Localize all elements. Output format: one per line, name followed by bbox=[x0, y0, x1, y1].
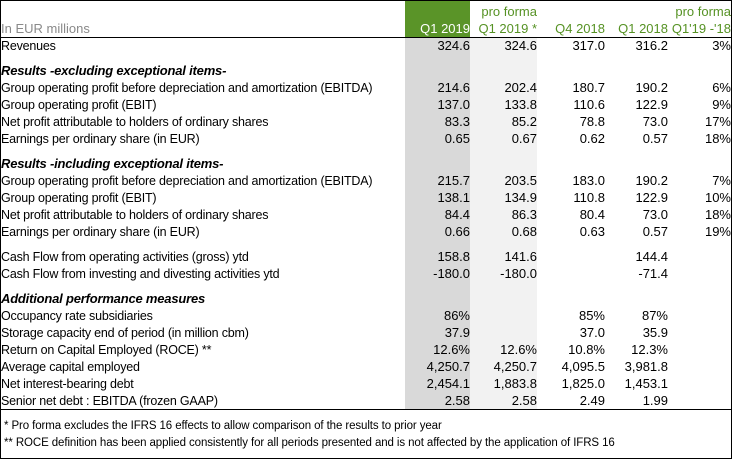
row-value-q1-2018: 1.99 bbox=[605, 392, 668, 409]
row-value-proforma-delta: 17% bbox=[704, 114, 731, 129]
row-label: Cash Flow from operating activities (gross) ytd bbox=[1, 250, 249, 264]
column-header-line2: Q1 2019 * bbox=[478, 20, 537, 36]
row-label: Net profit attributable to holders of ordinary shares bbox=[1, 115, 269, 129]
row-label bbox=[1, 240, 405, 248]
row-value-proforma-delta bbox=[668, 282, 731, 290]
row-value-proforma-q1-2019: 0.68 bbox=[470, 223, 537, 240]
row-value-q1-2018: 122.9 bbox=[635, 97, 668, 112]
row-value-proforma-delta bbox=[668, 375, 731, 392]
row-value-proforma-q1-2019 bbox=[470, 62, 537, 79]
row-value-q4-2018 bbox=[537, 54, 605, 62]
row-value-q1-2018: 73.0 bbox=[642, 207, 668, 222]
row-label: Occupancy rate subsidiaries bbox=[1, 309, 153, 323]
row-value-q1-2018: 122.9 bbox=[635, 190, 668, 205]
column-header-proforma-q1-2019 bbox=[470, 1, 537, 37]
row-value-q1-2019: 37.9 bbox=[405, 324, 470, 341]
column-header-q1-2019 bbox=[405, 1, 470, 37]
row-label bbox=[1, 54, 405, 62]
row-value-proforma-delta bbox=[668, 358, 731, 375]
table-row bbox=[1, 248, 731, 265]
column-header-q1-2018 bbox=[605, 1, 668, 37]
table-row bbox=[1, 307, 731, 324]
table-row bbox=[1, 223, 731, 240]
row-label: Group operating profit (EBIT) bbox=[1, 98, 157, 112]
row-value-q1-2018: 316.2 bbox=[635, 38, 668, 53]
row-value-q1-2019: 137.0 bbox=[405, 96, 470, 113]
table-row bbox=[1, 206, 731, 223]
row-value-q4-2018 bbox=[537, 282, 605, 290]
row-value-q1-2018: 12.3% bbox=[631, 342, 668, 357]
row-value-q1-2018: 87% bbox=[641, 308, 668, 323]
row-label: Revenues bbox=[1, 39, 56, 53]
row-value-q1-2018: -71.4 bbox=[638, 266, 668, 281]
column-header-line2: Q4 2018 bbox=[555, 20, 605, 36]
row-value-q1-2018: 190.2 bbox=[635, 173, 668, 188]
row-label: Earnings per ordinary share (in EUR) bbox=[1, 225, 200, 239]
row-value-q1-2019 bbox=[405, 155, 470, 172]
row-value-proforma-delta bbox=[668, 392, 731, 409]
row-value-q4-2018: 0.63 bbox=[579, 224, 605, 239]
footnote-row bbox=[1, 434, 731, 451]
row-value-q1-2018: 35.9 bbox=[642, 325, 668, 340]
row-value-q1-2019: 4,250.7 bbox=[405, 358, 470, 375]
row-value-proforma-delta: 6% bbox=[712, 80, 731, 95]
row-value-q4-2018: 78.8 bbox=[579, 114, 605, 129]
row-label bbox=[1, 147, 405, 155]
row-value-q1-2018 bbox=[605, 240, 668, 248]
table-row bbox=[1, 79, 731, 96]
row-label: Group operating profit before depreciation and amortization (EBITDA) bbox=[1, 81, 373, 95]
row-value-proforma-q1-2019: 86.3 bbox=[470, 206, 537, 223]
row-value-q1-2019: 158.8 bbox=[405, 248, 470, 265]
row-value-q1-2018: 144.4 bbox=[635, 249, 668, 264]
table-row bbox=[1, 358, 731, 375]
row-value-proforma-q1-2019: 324.6 bbox=[470, 37, 537, 54]
row-value-q1-2018: 190.2 bbox=[635, 80, 668, 95]
row-value-proforma-delta bbox=[668, 62, 731, 79]
row-value-proforma-q1-2019: 0.67 bbox=[470, 130, 537, 147]
row-value-proforma-q1-2019: 4,250.7 bbox=[470, 358, 537, 375]
row-value-q4-2018: 180.7 bbox=[572, 80, 605, 95]
row-label: Net interest-bearing debt bbox=[1, 377, 134, 391]
row-value-q1-2018: 0.57 bbox=[642, 131, 668, 146]
column-header-q4-2018 bbox=[537, 1, 605, 37]
row-value-q1-2018 bbox=[605, 155, 668, 172]
section-row bbox=[1, 62, 731, 79]
row-value-q1-2019: 84.4 bbox=[405, 206, 470, 223]
row-value-proforma-q1-2019 bbox=[470, 155, 537, 172]
row-value-q4-2018: 4,095.5 bbox=[561, 359, 605, 374]
table-row bbox=[1, 341, 731, 358]
row-value-proforma-q1-2019: 1,883.8 bbox=[470, 375, 537, 392]
row-value-q1-2019: 324.6 bbox=[405, 37, 470, 54]
results-table bbox=[1, 1, 731, 451]
row-value-q1-2019 bbox=[405, 282, 470, 290]
row-value-proforma-q1-2019 bbox=[470, 307, 537, 324]
row-value-proforma-delta bbox=[668, 248, 731, 265]
row-value-q1-2019: 83.3 bbox=[405, 113, 470, 130]
table-row bbox=[1, 189, 731, 206]
row-value-proforma-delta: 19% bbox=[704, 224, 731, 239]
row-value-q1-2018 bbox=[605, 54, 668, 62]
row-label: Results -excluding exceptional items- bbox=[1, 63, 227, 78]
blank-row bbox=[1, 240, 731, 248]
row-value-q1-2019 bbox=[405, 240, 470, 248]
row-value-q4-2018: 2.49 bbox=[537, 392, 605, 409]
row-label: Average capital employed bbox=[1, 360, 140, 374]
table-row bbox=[1, 375, 731, 392]
row-value-q1-2019 bbox=[405, 62, 470, 79]
row-value-proforma-delta: 3% bbox=[712, 38, 731, 53]
row-value-proforma-q1-2019 bbox=[470, 54, 537, 62]
footnote-spacer-row bbox=[1, 409, 731, 417]
row-value-q4-2018: 183.0 bbox=[572, 173, 605, 188]
row-value-q1-2019: 86% bbox=[405, 307, 470, 324]
row-value-q1-2019: 0.65 bbox=[405, 130, 470, 147]
column-header-line1: pro forma bbox=[675, 3, 731, 19]
row-value-q4-2018: 1,825.0 bbox=[561, 376, 605, 391]
row-value-q4-2018 bbox=[537, 265, 605, 282]
row-value-proforma-q1-2019: 12.6% bbox=[470, 341, 537, 358]
row-value-q1-2018 bbox=[605, 290, 668, 307]
row-value-q1-2018: 1,453.1 bbox=[624, 376, 668, 391]
row-value-q1-2018: 73.0 bbox=[642, 114, 668, 129]
column-header-line1: pro forma bbox=[481, 3, 537, 19]
table-row bbox=[1, 37, 731, 54]
table-row bbox=[1, 265, 731, 282]
row-value-proforma-delta: 18% bbox=[704, 131, 731, 146]
row-label: Group operating profit (EBIT) bbox=[1, 191, 157, 205]
units-label: In EUR millions bbox=[1, 1, 405, 37]
row-value-q1-2019 bbox=[405, 54, 470, 62]
row-label: Cash Flow from investing and divesting activities ytd bbox=[1, 267, 280, 281]
row-label bbox=[1, 282, 405, 290]
row-value-proforma-delta: 7% bbox=[712, 173, 731, 188]
table-row bbox=[1, 96, 731, 113]
row-value-proforma-q1-2019 bbox=[470, 290, 537, 307]
row-value-proforma-q1-2019 bbox=[470, 282, 537, 290]
row-value-q1-2018 bbox=[605, 282, 668, 290]
row-value-q4-2018: 0.62 bbox=[579, 131, 605, 146]
row-value-q4-2018: 317.0 bbox=[572, 38, 605, 53]
column-header-proforma-delta bbox=[668, 1, 731, 37]
row-value-proforma-q1-2019 bbox=[470, 240, 537, 248]
row-value-q1-2019: 215.7 bbox=[405, 172, 470, 189]
row-value-q1-2019 bbox=[405, 147, 470, 155]
row-value-proforma-delta: 10% bbox=[704, 190, 731, 205]
row-value-q1-2018: 3,981.8 bbox=[624, 359, 668, 374]
row-value-q1-2019: 214.6 bbox=[405, 79, 470, 96]
footnote-pro-forma: * Pro forma excludes the IFRS 16 effects to allow comparison of the results to prior year bbox=[4, 420, 442, 432]
row-value-proforma-delta: 18% bbox=[704, 207, 731, 222]
row-value-q4-2018 bbox=[537, 240, 605, 248]
row-value-proforma-q1-2019 bbox=[470, 324, 537, 341]
row-value-q4-2018 bbox=[537, 147, 605, 155]
row-label: Return on Capital Employed (ROCE) ** bbox=[1, 343, 212, 357]
row-value-proforma-delta bbox=[668, 147, 731, 155]
row-value-q4-2018 bbox=[537, 248, 605, 265]
row-value-proforma-delta bbox=[668, 54, 731, 62]
row-value-q4-2018 bbox=[537, 62, 605, 79]
row-value-q4-2018 bbox=[537, 155, 605, 172]
row-value-proforma-q1-2019: 2.58 bbox=[470, 392, 537, 409]
column-header-line2: Q1'19 -'18 bbox=[671, 20, 731, 36]
footnote-row bbox=[1, 417, 731, 434]
table-header-row bbox=[1, 1, 731, 37]
column-header-line2: Q1 2019 bbox=[420, 20, 470, 36]
row-value-q1-2018 bbox=[605, 147, 668, 155]
row-value-proforma-q1-2019: 141.6 bbox=[470, 248, 537, 265]
section-row bbox=[1, 290, 731, 307]
row-label: Senior net debt : EBITDA (frozen GAAP) bbox=[1, 392, 405, 409]
row-value-q1-2018 bbox=[605, 62, 668, 79]
row-value-proforma-q1-2019: 85.2 bbox=[470, 113, 537, 130]
row-value-proforma-delta bbox=[668, 265, 731, 282]
row-value-q1-2019: 0.66 bbox=[405, 223, 470, 240]
table-row bbox=[1, 392, 731, 409]
row-value-q4-2018: 85% bbox=[578, 308, 605, 323]
blank-row bbox=[1, 147, 731, 155]
table-row bbox=[1, 172, 731, 189]
row-value-proforma-q1-2019: 133.8 bbox=[470, 96, 537, 113]
row-label: Results -including exceptional items- bbox=[1, 156, 224, 171]
row-value-q4-2018: 37.0 bbox=[579, 325, 605, 340]
row-value-proforma-q1-2019 bbox=[470, 147, 537, 155]
row-value-q1-2018: 0.57 bbox=[642, 224, 668, 239]
row-value-proforma-delta bbox=[668, 341, 731, 358]
row-label: Storage capacity end of period (in million cbm) bbox=[1, 326, 249, 340]
table-row bbox=[1, 324, 731, 341]
row-value-q4-2018: 110.8 bbox=[573, 190, 605, 205]
column-header-line2: Q1 2018 bbox=[618, 20, 668, 36]
row-value-proforma-delta bbox=[668, 324, 731, 341]
row-value-q1-2019 bbox=[405, 290, 470, 307]
row-value-q4-2018: 110.6 bbox=[573, 97, 605, 112]
footnote-roce: ** ROCE definition has been applied consistently for all periods presented and is not affected by the application of IFRS 16 bbox=[4, 437, 615, 449]
row-value-proforma-q1-2019: 203.5 bbox=[470, 172, 537, 189]
row-value-proforma-delta: 9% bbox=[712, 97, 731, 112]
row-value-q1-2019: 2,454.1 bbox=[405, 375, 470, 392]
row-value-q4-2018 bbox=[537, 290, 605, 307]
row-value-q1-2019: 138.1 bbox=[405, 189, 470, 206]
row-value-proforma-delta bbox=[668, 240, 731, 248]
row-label: Earnings per ordinary share (in EUR) bbox=[1, 132, 200, 146]
row-label: Group operating profit before depreciation and amortization (EBITDA) bbox=[1, 174, 373, 188]
row-value-proforma-q1-2019: 134.9 bbox=[470, 189, 537, 206]
blank-row bbox=[1, 54, 731, 62]
row-value-q4-2018: 10.8% bbox=[568, 342, 605, 357]
table-row bbox=[1, 130, 731, 147]
row-value-proforma-q1-2019: 202.4 bbox=[470, 79, 537, 96]
row-label: Additional performance measures bbox=[1, 291, 206, 306]
row-value-proforma-delta bbox=[668, 307, 731, 324]
row-label: Net profit attributable to holders of ordinary shares bbox=[1, 208, 269, 222]
row-value-q4-2018: 80.4 bbox=[579, 207, 605, 222]
row-value-q1-2019: 2.58 bbox=[405, 392, 470, 409]
row-value-proforma-delta bbox=[668, 290, 731, 307]
table-row bbox=[1, 113, 731, 130]
section-row bbox=[1, 155, 731, 172]
row-value-proforma-q1-2019: -180.0 bbox=[470, 265, 537, 282]
blank-row bbox=[1, 282, 731, 290]
row-value-proforma-delta bbox=[668, 155, 731, 172]
row-value-q1-2019: 12.6% bbox=[405, 341, 470, 358]
row-value-q1-2019: -180.0 bbox=[405, 265, 470, 282]
